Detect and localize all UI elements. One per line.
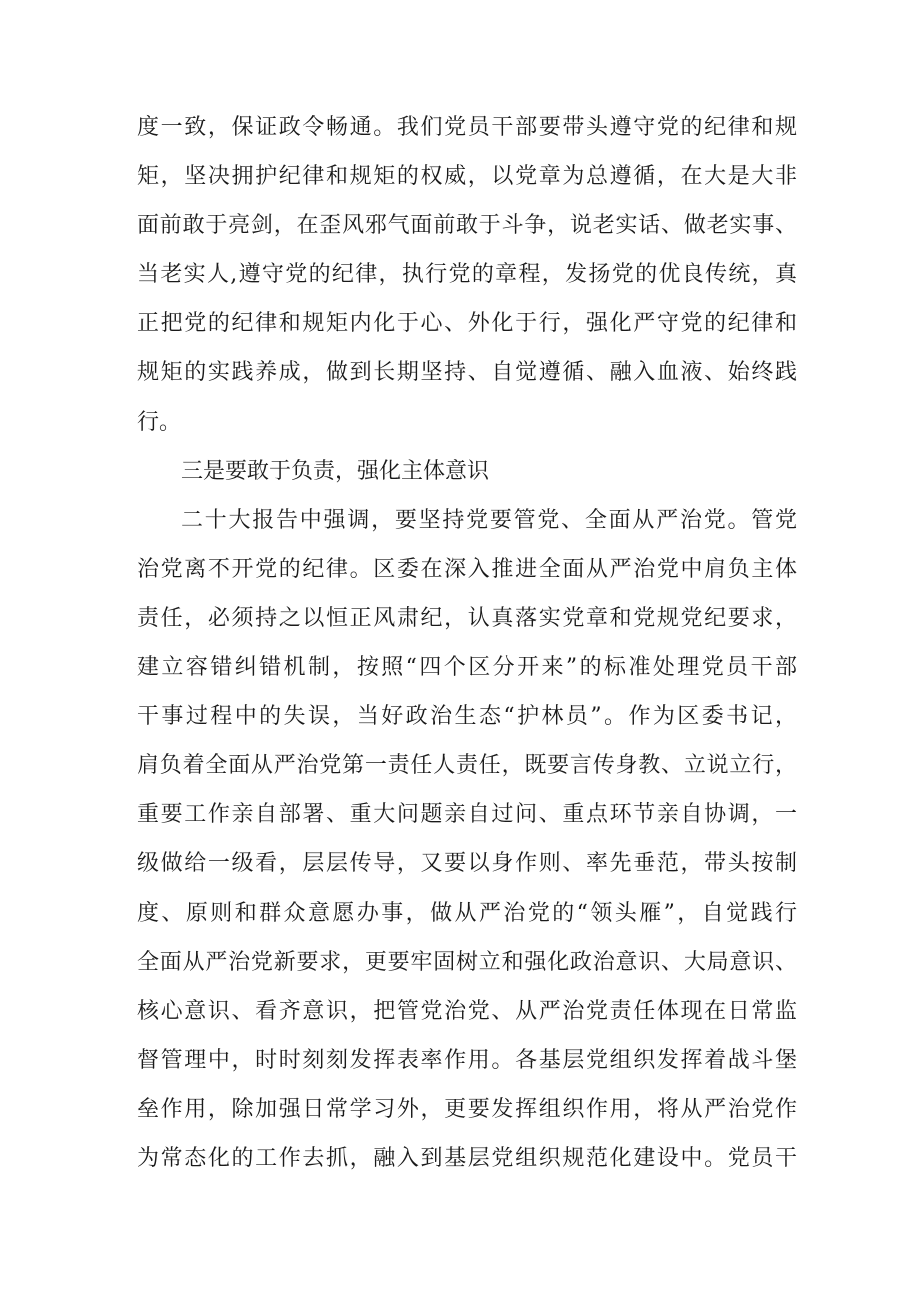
text-line-content: 干事过程中的失误，当好政治生态“护林员”。作为区委书记， xyxy=(137,704,797,730)
text-line xyxy=(137,692,797,741)
text-line xyxy=(137,398,797,447)
text-line xyxy=(137,839,797,888)
text-line xyxy=(137,348,797,397)
text-line xyxy=(137,790,797,839)
text-line-content: 级做给一级看，层层传导，又要以身作则、率先垂范，带头按制 xyxy=(137,851,797,877)
text-line xyxy=(137,938,797,987)
text-line-content: 建立容错纠错机制，按照“四个区分开来”的标准处理党员干部 xyxy=(137,655,797,681)
text-line-content: 为常态化的工作去抓，融入到基层党组织规范化建设中。党员干 xyxy=(137,1145,797,1171)
text-line-content: 正把党的纪律和规矩内化于心、外化于行，强化严守党的纪律和 xyxy=(137,311,797,337)
text-line-content: 重要工作亲自部署、重大问题亲自过问、重点环节亲自协调，一 xyxy=(137,802,797,828)
text-line xyxy=(137,741,797,790)
text-line-content: 肩负着全面从严治党第一责任人责任，既要言传身教、立说立行， xyxy=(137,753,797,779)
text-line-content: 核心意识、看齐意识，把管党治党、从严治党责任体现在日常监 xyxy=(137,998,797,1024)
text-line-content: 面前敢于亮剑，在歪风邪气面前敢于斗争，说老实话、做老实事、 xyxy=(137,213,797,239)
text-line-content: 责任，必须持之以恒正风肃纪，认真落实党章和党规党纪要求， xyxy=(137,605,797,631)
text-line xyxy=(137,103,797,152)
text-line xyxy=(137,250,797,299)
text-line xyxy=(137,1036,797,1085)
text-line-content: 规矩的实践养成，做到长期坚持、自觉遵循、融入血液、始终践 xyxy=(137,360,797,386)
text-line-content: 二十大报告中强调，要坚持党要管党、全面从严治党。管党 xyxy=(181,507,797,533)
document-body xyxy=(137,103,797,1183)
text-line xyxy=(137,545,797,594)
text-line xyxy=(137,201,797,250)
text-line-content: 矩，坚决拥护纪律和规矩的权威，以党章为总遵循，在大是大非 xyxy=(137,164,797,190)
text-line xyxy=(137,152,797,201)
text-line xyxy=(137,889,797,938)
text-line-content: 全面从严治党新要求，更要牢固树立和强化政治意识、大局意识、 xyxy=(137,949,797,975)
text-line xyxy=(137,987,797,1036)
text-line xyxy=(137,594,797,643)
text-line-content: 治党离不开党的纪律。区委在深入推进全面从严治党中肩负主体 xyxy=(137,556,797,582)
text-line-content: 督管理中，时时刻刻发挥表率作用。各基层党组织发挥着战斗堡 xyxy=(137,1047,797,1073)
text-line-content: 度一致，保证政令畅通。我们党员干部要带头遵守党的纪律和规 xyxy=(137,115,797,140)
text-line-content: 三是要敢于负责，强化主体意识 xyxy=(181,458,490,484)
text-line-content: 垒作用，除加强日常学习外，更要发挥组织作用，将从严治党作 xyxy=(137,1096,797,1122)
text-line-content: 当老实人,遵守党的纪律，执行党的章程，发扬党的优良传统，真 xyxy=(137,262,797,288)
text-line xyxy=(137,1134,797,1183)
text-line-content: 度、原则和群众意愿办事，做从严治党的“领头雁”，自觉践行 xyxy=(137,900,797,926)
text-line xyxy=(137,1085,797,1134)
text-line-content: 行。 xyxy=(137,409,182,435)
text-line xyxy=(137,447,797,496)
text-line xyxy=(137,299,797,348)
text-line xyxy=(137,643,797,692)
text-line xyxy=(137,496,797,545)
